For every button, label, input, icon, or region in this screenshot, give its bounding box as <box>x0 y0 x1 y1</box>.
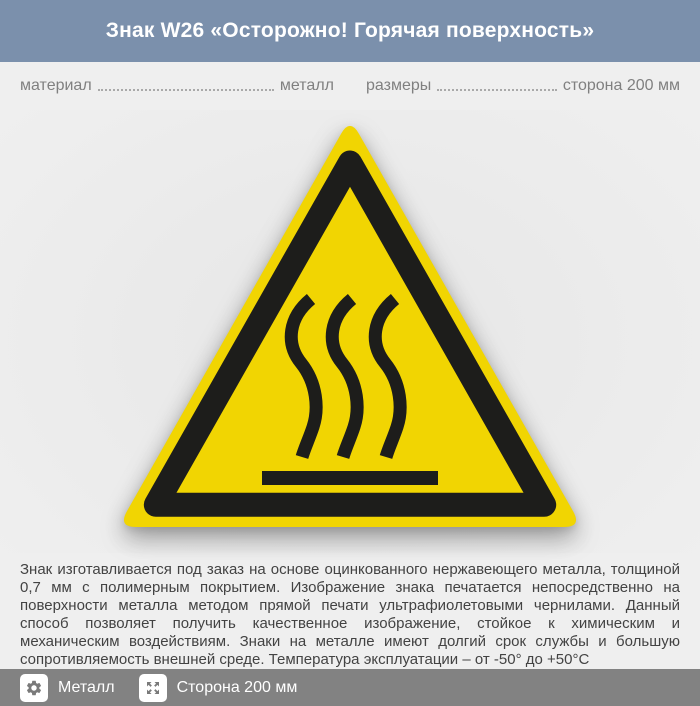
description-text: Знак изготавливается под заказ на основе оцинкованного нержавеющего металла, толщиной 0,7 мм с полимерным покрытием. Изображение знака печатается непосредственно на поверхности металла методом прямой печати ультрафиолетовыми чернилами. Данный способ позволяет получить качественное изображение, стойкое к химическим и механическим воздействиям. Знаки на металле имеют долгий срок службы и большую сопротивляемость внешней среде. Температура эксплуатации – от -50° до +50°С <box>20 561 680 668</box>
spec-material-label: материал <box>20 77 92 94</box>
spec-size-label: размеры <box>366 77 432 94</box>
dotted-leader <box>437 89 557 91</box>
resize-arrows-icon <box>139 674 167 702</box>
size-badge <box>139 674 298 702</box>
size-badge-label: Сторона 200 мм <box>176 678 298 696</box>
material-badge-label: Металл <box>58 678 115 696</box>
gear-icon <box>20 674 48 702</box>
title-bar <box>0 0 700 62</box>
material-badge <box>20 674 115 702</box>
dotted-leader <box>98 89 274 91</box>
hot-surface-warning-sign-image <box>112 110 588 531</box>
spec-size-value: сторона 200 мм <box>562 77 680 94</box>
spec-material <box>20 78 334 94</box>
page-title: Знак W26 «Осторожно! Горячая поверхность» <box>105 19 595 42</box>
sign-display-area <box>0 110 700 553</box>
spec-size <box>366 78 680 94</box>
specs-row <box>0 62 700 110</box>
footer-bar <box>0 669 700 706</box>
spec-material-value: металл <box>279 77 334 94</box>
